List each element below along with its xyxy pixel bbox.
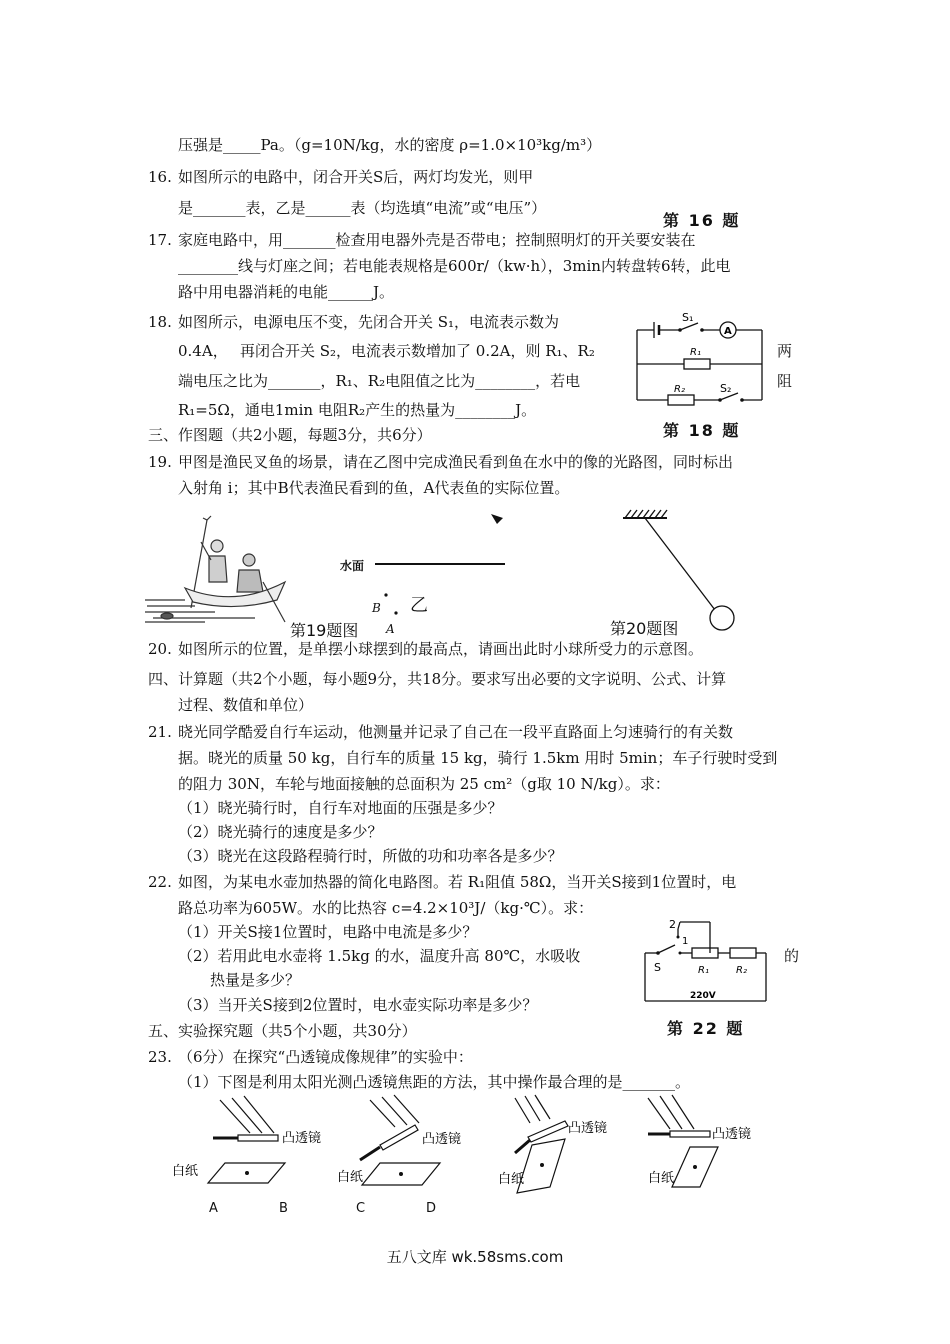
- q19-caption: 第19题图: [290, 621, 359, 640]
- option-b-label: B: [279, 1201, 288, 1216]
- q22-pos1-label: 1: [682, 936, 689, 947]
- q22-number: 22.: [148, 873, 172, 891]
- q22-sub1: （1）开关S接1位置时，电路中电流是多少？: [178, 923, 478, 941]
- q19-number: 19.: [148, 453, 172, 471]
- figure-yi-label: 乙: [410, 595, 428, 616]
- q22-pos2-label: 2: [669, 918, 676, 931]
- q21-sub3: （3）晓光在这段路程骑行时，所做的功和功率各是多少？: [178, 847, 563, 865]
- q23-lens-figures: [170, 1095, 770, 1195]
- q22-sub3: （3）当开关S接到2位置时，电水壶实际功率是多少？: [178, 996, 538, 1014]
- lens-label-3: 凸透镜: [568, 1121, 608, 1136]
- q22-r1-label: R₁: [698, 965, 709, 976]
- q21-line2: 据。晓光的质量 50 kg，自行车的质量 15 kg，骑行 1.5km 用时 5min；车子行驶时受到: [178, 749, 778, 767]
- q16-line2: 是_______表，乙是______表（均选填“电流”或“电压”）: [178, 199, 547, 217]
- q19-line2: 入射角 i；其中B代表渔民看到的鱼，A代表鱼的实际位置。: [178, 479, 570, 497]
- q18-line3: 端电压之比为_______，R₁、R₂电阻值之比为________，若电: [178, 372, 581, 390]
- section-5-heading: 五、实验探究题（共5个小题，共30分）: [148, 1022, 417, 1040]
- q17-line3: 路中用电器消耗的电能______J。: [178, 283, 395, 301]
- q16-caption: 第 16 题: [663, 211, 741, 230]
- section-4-line1: 四、计算题（共2个小题，每小题9分，共18分。要求写出必要的文字说明、公式、计算: [148, 670, 727, 688]
- point-b-label: B: [372, 601, 381, 615]
- q17-line2: ________线与灯座之间；若电能表规格是600r/（kw·h），3min内转盘转6转，此电: [178, 257, 731, 275]
- q18-side2: 阻: [777, 372, 793, 390]
- footer-watermark: 五八文库 wk.58sms.com: [386, 1248, 564, 1266]
- q19-line1: 甲图是渔民叉鱼的场景，请在乙图中完成渔民看到鱼在水中的像的光路图，同时标出: [178, 453, 734, 471]
- pendulum-string: [645, 518, 715, 610]
- q15-tail: 压强是_____Pa。（g=10N/kg，水的密度 ρ=1.0×10³kg/m³）: [178, 136, 602, 154]
- q22-caption: 第 22 题: [667, 1019, 745, 1038]
- q22-circuit-diagram: [640, 915, 770, 1010]
- option-d-label: D: [426, 1201, 437, 1216]
- q18-ammeter-label: A: [724, 326, 732, 337]
- water-surface-label: 水面: [340, 559, 365, 573]
- q21-sub1: （1）晓光骑行时，自行车对地面的压强是多少？: [178, 799, 503, 817]
- q21-line3: 的阻力 30N，车轮与地面接触的总面积为 25 cm²（g取 10 N/kg）。求：: [178, 775, 670, 793]
- lens-label-2: 凸透镜: [422, 1132, 462, 1147]
- option-c-label: C: [356, 1201, 366, 1216]
- pendulum-ball: [710, 606, 734, 630]
- q22-voltage-label: 220V: [690, 991, 716, 1001]
- q22-sub2-side: 的: [784, 947, 800, 965]
- q18-side1: 两: [777, 342, 793, 360]
- q22-line1: 如图，为某电水壶加热器的简化电路图。若 R₁阻值 58Ω，当开关S接到1位置时，电: [178, 873, 737, 891]
- q18-s1-label: S₁: [682, 311, 694, 324]
- paper-label-2: 白纸: [337, 1170, 364, 1185]
- q17-number: 17.: [148, 231, 172, 249]
- q16-line1: 如图所示的电路中，闭合开关S后，两灯均发光，则甲: [178, 168, 534, 186]
- eye-icon: [491, 514, 503, 524]
- q18-number: 18.: [148, 313, 172, 331]
- q22-switch-label: S: [654, 961, 661, 974]
- q18-caption: 第 18 题: [663, 421, 741, 440]
- section-4-line2: 过程、数值和单位）: [178, 696, 314, 714]
- option-a-label: A: [209, 1201, 218, 1216]
- q18-circuit-diagram: [632, 311, 772, 409]
- q18-line1: 如图所示，电源电压不变，先闭合开关 S₁，电流表示数为: [178, 313, 560, 331]
- q22-line2: 路总功率为605W。水的比热容 c=4.2×10³J/（kg·℃）。求：: [178, 899, 594, 917]
- q21-sub2: （2）晓光骑行的速度是多少？: [178, 823, 383, 841]
- q21-number: 21.: [148, 723, 172, 741]
- paper-label-3: 白纸: [498, 1172, 525, 1187]
- q18-r1-label: R₁: [690, 347, 701, 358]
- section-3-heading: 三、作图题（共2小题，每题3分，共6分）: [148, 426, 432, 444]
- q19-fisherman-illustration: [145, 512, 295, 627]
- paper-label-1: 白纸: [172, 1164, 199, 1179]
- q18-line4: R₁=5Ω，通电1min 电阻R₂产生的热量为________J。: [178, 401, 537, 419]
- q18-s2-label: S₂: [720, 382, 732, 395]
- q20-line1: 如图所示的位置，是单摆小球摆到的最高点，请画出此时小球所受力的示意图。: [178, 640, 704, 658]
- q23-number: 23.: [148, 1048, 172, 1066]
- q20-caption: 第20题图: [610, 619, 679, 638]
- q16-number: 16.: [148, 168, 172, 186]
- q18-line2: 0.4A， 再闭合开关 S₂，电流表示数增加了 0.2A，则 R₁、R₂: [178, 342, 595, 360]
- q22-sub2b: 热量是多少？: [210, 971, 301, 989]
- q18-r2-label: R₂: [674, 384, 685, 395]
- q23-sub1: （1）下图是利用太阳光测凸透镜焦距的方法，其中操作最合理的是_______。: [178, 1073, 691, 1091]
- lens-label-4: 凸透镜: [712, 1127, 752, 1142]
- lens-label-1: 凸透镜: [282, 1131, 322, 1146]
- q22-r2-label: R₂: [736, 965, 747, 976]
- point-a-label: A: [386, 622, 395, 636]
- q20-number: 20.: [148, 640, 172, 658]
- q21-line1: 晓光同学酷爱自行车运动，他测量并记录了自己在一段平直路面上匀速骑行的有关数: [178, 723, 734, 741]
- q17-line1: 家庭电路中，用_______检查用电器外壳是否带电；控制照明灯的开关要安装在: [178, 231, 696, 249]
- q22-sub2: （2）若用此电水壶将 1.5kg 的水，温度升高 80℃，水吸收: [178, 947, 581, 965]
- q23-line1: （6分）在探究“凸透镜成像规律”的实验中：: [178, 1048, 473, 1066]
- paper-label-4: 白纸: [648, 1171, 675, 1186]
